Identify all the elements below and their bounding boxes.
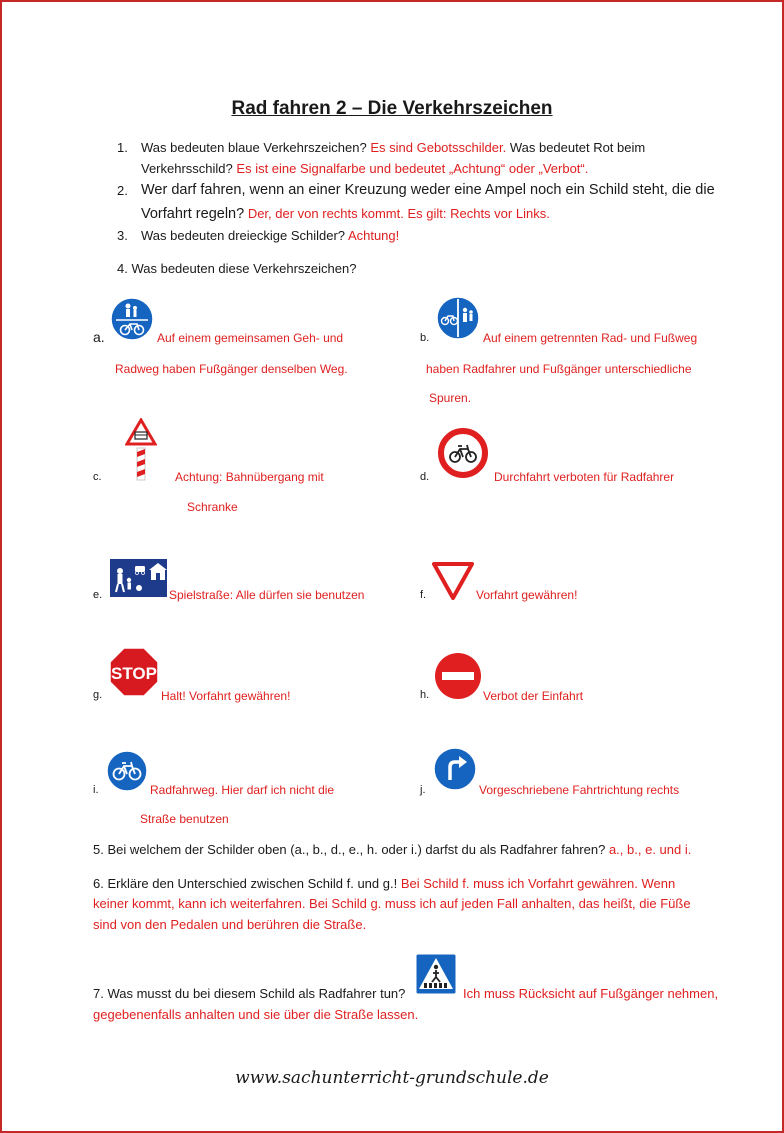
q7-text: 7. Was musst du bei diesem Schild als Radfahrer tun? [93,986,406,1001]
sign-b-label: b. [420,332,430,344]
sign-c-label: c. [93,471,102,483]
q5-text: 5. Bei welchem der Schilder oben (a., b., d., e., h. oder i.) darfst du als Radfahrer fahren? [93,842,606,857]
q2-number: 2. [117,183,128,198]
play-street-sign-icon [109,558,168,598]
sign-d-label: d. [420,471,430,483]
q6-line1 [93,873,773,895]
q7-answer-1: Ich muss Rücksicht auf Fußgänger nehmen, [463,986,719,1001]
q7-answer-2: gegebenenfalls anhalten und sie über die Straße lassen. [93,1007,419,1022]
pedestrian-crossing-sign-icon [415,953,457,995]
sign-i-answer-1: Radfahrweg. Hier darf ich nicht die [150,783,335,797]
q2-text-a: Wer darf fahren, wenn an einer Kreuzung weder eine Ampel noch ein Schild steht, die die [141,182,715,198]
sign-b-answer-3: Spuren. [429,391,472,405]
sign-h-answer-1: Verbot der Einfahrt [483,689,584,703]
sign-g-answer-1: Halt! Vorfahrt gewähren! [161,689,291,703]
footer-url[interactable]: www.sachunterricht-grundschule.de [235,1068,549,1088]
no-entry-sign-icon [434,652,482,700]
q1-answer-b: Es ist eine Signalfarbe und bedeutet „Achtung“ oder „Verbot“. [236,161,589,176]
q2-answer: Der, der von rechts kommt. Es gilt: Rechts vor Links. [247,206,550,221]
q3-number: 3. [117,228,128,243]
q1-text-b: Was bedeutet Rot beim [509,140,646,155]
sign-j-label: j. [420,784,426,796]
no-bicycles-sign-icon [437,427,489,479]
sign-d-answer-1: Durchfahrt verboten für Radfahrer [494,470,675,484]
q6-text: 6. Erkläre den Unterschied zwischen Schild f. und g.! [93,876,398,891]
q3-answer: Achtung! [347,228,400,243]
sign-c-answer-2: Schranke [187,500,238,514]
q1-line2 [141,158,741,180]
sign-b-answer-2: haben Radfahrer und Fußgänger unterschiedliche [426,362,692,376]
q6-answer-2: keiner kommt, kann ich weiterfahren. Bei Schild g. muss ich auf jeden Fall anhalten, das heißt, die Füße [93,896,691,911]
q6-answer-3: sind von den Pedalen und berühren die Straße. [93,917,367,932]
sign-h-label: h. [420,689,430,701]
q2-text-b: Vorfahrt regeln? [141,206,245,222]
stop-sign-icon [109,647,159,697]
q1-line1 [141,137,741,159]
yield-sign-icon [432,562,474,600]
q1-number: 1. [117,140,128,155]
sign-a-label: a. [93,329,105,345]
q1-answer-a: Es sind Gebotsschilder. [370,140,507,155]
sign-i-answer-2: Straße benutzen [140,812,229,826]
sign-e-answer-1: Spielstraße: Alle dürfen sie benutzen [169,588,365,602]
q5-line [93,839,773,861]
shared-path-sign-icon [110,297,154,341]
q3-text: Was bedeuten dreieckige Schilder? [141,228,346,243]
q1-text-c: Verkehrsschild? [141,161,233,176]
sign-g-label: g. [93,689,103,701]
sign-f-answer-1: Vorfahrt gewähren! [476,588,578,602]
q5-answer: a., b., e. und i. [608,842,692,857]
sign-e-label: e. [93,589,103,601]
sign-c-answer-1: Achtung: Bahnübergang mit [175,470,324,484]
sign-j-answer-1: Vorgeschriebene Fahrtrichtung rechts [479,783,680,797]
turn-right-sign-icon [433,747,477,791]
q2-line2 [141,203,761,225]
sign-a-answer-1: Auf einem gemeinsamen Geh- und [157,331,344,345]
sign-f-label: f. [420,589,427,601]
q1-text-a: Was bedeuten blaue Verkehrszeichen? [141,140,367,155]
sign-i-label: i. [93,784,99,796]
q4-text: 4. Was bedeuten diese Verkehrszeichen? [117,261,357,276]
bicycle-path-sign-icon [106,750,148,792]
q3-line [141,225,741,247]
stop-sign-text: STOP [111,664,157,683]
page-title: Rad fahren 2 – Die Verkehrszeichen [231,98,553,119]
separated-path-sign-icon [436,296,480,340]
sign-b-answer-1: Auf einem getrennten Rad- und Fußweg [483,331,698,345]
railway-crossing-sign-icon [125,418,157,482]
sign-a-answer-2: Radweg haben Fußgänger denselben Weg. [115,362,348,376]
q6-answer-1: Bei Schild f. muss ich Vorfahrt gewähren. Wenn [400,876,676,891]
